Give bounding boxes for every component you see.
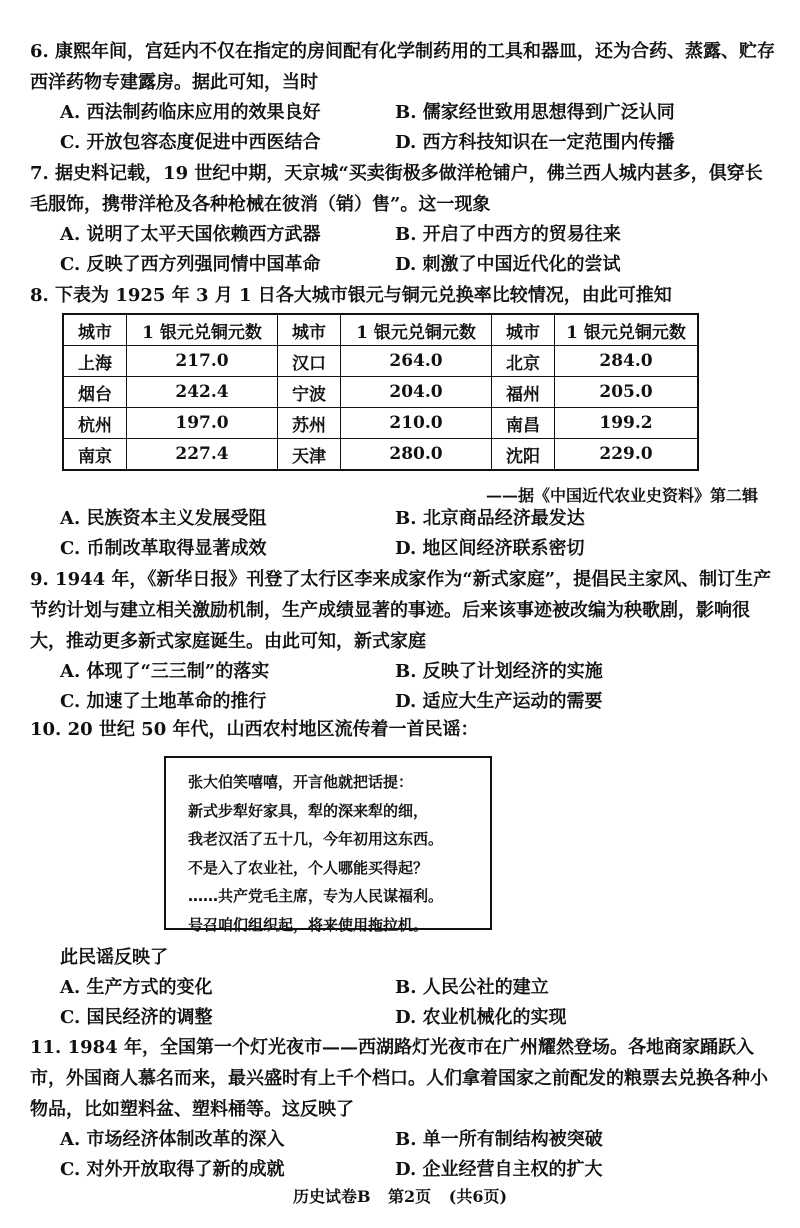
question-10 xyxy=(30,714,776,745)
city-cell: 杭州 xyxy=(63,408,127,439)
city-cell: 沈阳 xyxy=(492,439,555,471)
question-7-stem: 7. 据史料记载，19 世纪中期，天京城“买卖街极多做洋枪铺户，佛兰西人城内甚多，俱穿长毛服饰，携带洋枪及各种枪械在彼消（销）售”。这一现象 xyxy=(30,163,763,215)
option-b: B. 开启了中西方的贸易往来 xyxy=(395,224,621,245)
rate-cell: 227.4 xyxy=(127,439,278,471)
options-row xyxy=(30,534,776,564)
option-b: B. 反映了计划经济的实施 xyxy=(395,661,603,682)
option-c: C. 国民经济的调整 xyxy=(60,1007,213,1028)
folk-song-line: 张大伯笑嘻嘻，开言他就把话提： xyxy=(188,773,414,791)
question-9-stem: 9. 1944 年，《新华日报》刊登了太行区李来成家作为“新式家庭”，提倡民主家风、制订生产节约计划与建立相关激励机制，生产成绩显著的事迹。后来该事迹被改编为秧歌剧，影响很大，推动更多新式家庭诞生。由此可知，新式家庭 xyxy=(30,569,772,652)
options-row xyxy=(30,128,776,158)
option-b: B. 人民公社的建立 xyxy=(395,977,549,998)
question-6-stem: 6. 康熙年间，宫廷内不仅在指定的房间配有化学制药用的工具和器皿，还为合药、蒸露、贮存西洋药物专建露房。据此可知，当时 xyxy=(30,41,776,93)
question-10-prompt: 此民谣反映了 xyxy=(60,947,168,968)
option-c: C. 加速了土地革命的推行 xyxy=(60,691,267,712)
header-cell: 城市 xyxy=(278,314,341,346)
rate-cell: 204.0 xyxy=(341,377,492,408)
question-9 xyxy=(30,564,776,717)
option-b: B. 儒家经世致用思想得到广泛认同 xyxy=(395,102,675,123)
question-6 xyxy=(30,36,776,158)
folk-song-line: 号召咱们组织起，将来使用拖拉机。 xyxy=(188,915,429,934)
option-a: A. 体现了“三三制”的落实 xyxy=(60,661,270,682)
rate-cell: 264.0 xyxy=(341,346,492,377)
option-d: D. 刺激了中国近代化的尝试 xyxy=(395,254,621,275)
option-d: D. 地区间经济联系密切 xyxy=(395,538,585,559)
table-row xyxy=(63,377,698,408)
header-cell: 1 银元兑铜元数 xyxy=(127,314,278,346)
option-b: B. 北京商品经济最发达 xyxy=(395,508,585,529)
option-d: D. 农业机械化的实现 xyxy=(395,1007,567,1028)
city-cell: 福州 xyxy=(492,377,555,408)
question-7 xyxy=(30,158,776,280)
rate-cell: 205.0 xyxy=(555,377,699,408)
options-row xyxy=(30,504,776,534)
table-source: ——据《中国近代农业史资料》第二辑 xyxy=(485,486,758,505)
option-d: D. 西方科技知识在一定范围内传播 xyxy=(395,132,675,153)
folk-song-line: 不是入了农业社，个人哪能买得起？ xyxy=(188,858,429,877)
city-cell: 烟台 xyxy=(63,377,127,408)
rate-cell: 284.0 xyxy=(555,346,699,377)
folk-song-line: 我老汉活了五十几，今年初用这东西。 xyxy=(188,830,444,849)
table-row xyxy=(63,439,698,471)
folk-song-line: ……共产党毛主席，专为人民谋福利。 xyxy=(188,887,444,906)
city-cell: 汉口 xyxy=(278,346,341,377)
options-row xyxy=(30,1125,776,1155)
exchange-rate-table xyxy=(62,313,699,471)
option-a: A. 说明了太平天国依赖西方武器 xyxy=(60,224,321,245)
header-cell: 城市 xyxy=(492,314,555,346)
options-row xyxy=(30,250,776,280)
city-cell: 上海 xyxy=(63,346,127,377)
header-cell: 1 银元兑铜元数 xyxy=(341,314,492,346)
options-row xyxy=(30,657,776,687)
footer-page-number: 第2页 xyxy=(388,1187,432,1206)
table-header-row xyxy=(63,314,698,346)
option-c: C. 对外开放取得了新的成就 xyxy=(60,1159,285,1180)
page-footer xyxy=(0,1184,800,1207)
footer-subject: 历史试卷B xyxy=(292,1187,371,1206)
option-a: A. 生产方式的变化 xyxy=(60,977,213,998)
header-cell: 1 银元兑铜元数 xyxy=(555,314,699,346)
option-c: C. 币制改革取得显著成效 xyxy=(60,538,267,559)
option-a: A. 西法制药临床应用的效果良好 xyxy=(60,102,321,123)
option-d: D. 适应大生产运动的需要 xyxy=(395,691,603,712)
city-cell: 天津 xyxy=(278,439,341,471)
rate-cell: 210.0 xyxy=(341,408,492,439)
table-row xyxy=(63,346,698,377)
option-a: A. 市场经济体制改革的深入 xyxy=(60,1129,285,1150)
question-11 xyxy=(30,1032,776,1185)
options-row xyxy=(30,687,776,717)
city-cell: 北京 xyxy=(492,346,555,377)
question-10-stem: 10. 20 世纪 50 年代，山西农村地区流传着一首民谣： xyxy=(30,719,479,740)
options-row xyxy=(30,1003,776,1033)
option-b: B. 单一所有制结构被突破 xyxy=(395,1129,603,1150)
header-cell: 城市 xyxy=(63,314,127,346)
folk-song-line: 新式步犁好家具，犁的深来犁的细， xyxy=(188,801,429,820)
option-c: C. 反映了西方列强同情中国革命 xyxy=(60,254,321,275)
question-8-options xyxy=(30,504,776,564)
folk-song-box xyxy=(164,756,492,934)
city-cell: 南京 xyxy=(63,439,127,471)
option-d: D. 企业经营自主权的扩大 xyxy=(395,1159,603,1180)
options-row xyxy=(30,1155,776,1185)
rate-cell: 280.0 xyxy=(341,439,492,471)
rate-cell: 242.4 xyxy=(127,377,278,408)
city-cell: 南昌 xyxy=(492,408,555,439)
rate-cell: 199.2 xyxy=(555,408,699,439)
options-row xyxy=(30,98,776,128)
city-cell: 苏州 xyxy=(278,408,341,439)
rate-cell: 229.0 xyxy=(555,439,699,471)
option-c: C. 开放包容态度促进中西医结合 xyxy=(60,132,321,153)
footer-total-pages: (共6页) xyxy=(448,1187,508,1206)
table-row xyxy=(63,408,698,439)
option-a: A. 民族资本主义发展受阻 xyxy=(60,508,267,529)
question-8 xyxy=(30,280,776,311)
city-cell: 宁波 xyxy=(278,377,341,408)
options-row xyxy=(30,973,776,1003)
options-row xyxy=(30,220,776,250)
rate-cell: 217.0 xyxy=(127,346,278,377)
question-11-stem: 11. 1984 年，全国第一个灯光夜市——西湖路灯光夜市在广州耀然登场。各地商家踊跃入市，外国商人慕名而来，最兴盛时有上千个档口。人们拿着国家之前配发的粮票去兑换各种小物品，比如塑料盆、塑料桶等。这反映了 xyxy=(30,1037,768,1120)
question-10-tail xyxy=(30,942,776,1033)
question-8-stem: 8. 下表为 1925 年 3 月 1 日各大城市银元与铜元兑换率比较情况，由此可推知 xyxy=(30,285,672,306)
rate-cell: 197.0 xyxy=(127,408,278,439)
